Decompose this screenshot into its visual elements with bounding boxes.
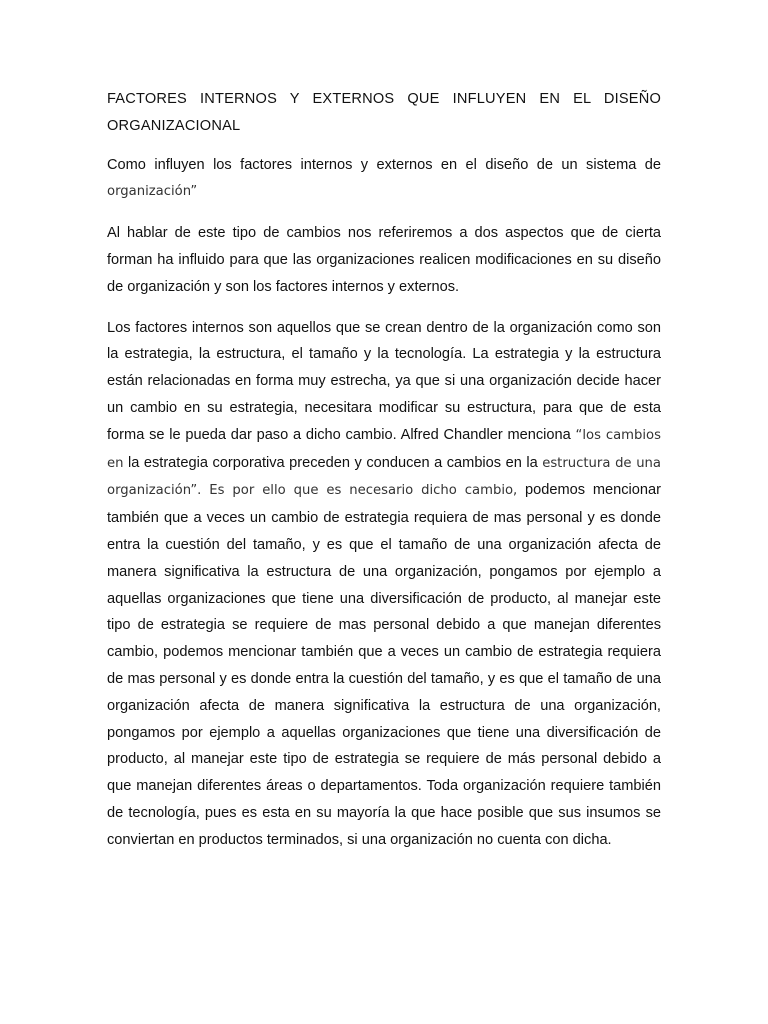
paragraph-1: Al hablar de este tipo de cambios nos referiremos a dos aspectos que de cierta forman ha influido para que las organizaciones realicen modificaciones en su diseño de organización y son los factores internos y externos. — [107, 225, 661, 295]
subtitle-text: Como influyen los factores internos y externos en el diseño de un sistema de — [107, 156, 661, 173]
document-title: FACTORES INTERNOS Y EXTERNOS QUE INFLUYEN EN EL DISEÑO ORGANIZACIONAL — [107, 91, 661, 134]
paragraph-2-part-e: podemos mencionar también que a veces un cambio de estrategia requiera de mas personal y es donde entra la cuestión del tamaño, y es que el tamaño de una organización afecta de manera significativa la estructura de una organización, pongamos por ejemplo a aquellas organizaciones que tiene una diversificación de producto, al manejar este tipo de estrategia se requiere de mas personal debido a que manejan diferentes cambio, podemos mencionar también que a veces un cambio de estrategia requiera de mas personal y es donde entra la cuestión del tamaño, y es que el tamaño de una organización afecta de manera significativa la estructura de una organización, pongamos por ejemplo a aquellas organizaciones que tiene una diversificación de producto, al manejar este tipo de estrategia se requiere de más personal debido a que manejan diferentes áreas o departamentos. Toda organización requiere también de tecnología, pues es esta en su mayoría la que hace posible que sus insumos se conviertan en productos terminados, si una organización no cuenta con dicha. — [107, 482, 661, 848]
paragraph-2-part-a: Los factores internos son aquellos que se crean dentro de la organización como son la estrategia, la estructura, el tamaño y la tecnología. La estrategia y la estructura están relacionadas en forma muy estrecha, ya que si una organización decide hacer un cambio en su estrategia, necesitara modificar su estructura, para que de esta forma se le pueda dar paso a dicho cambio. Alfred Chandler menciona — [107, 319, 661, 443]
quote-end: estructura de una organización”. Es por ello que es necesario dicho cambio, — [107, 455, 661, 499]
paragraph-2 — [107, 315, 661, 854]
document-subtitle — [107, 152, 661, 207]
quote-start: “los cambios en — [107, 427, 661, 471]
subtitle-text-alt-font: organización” — [107, 184, 198, 200]
paragraph-2-part-c: la estrategia corporativa preceden y conducen a cambios en la — [123, 454, 543, 471]
document-page — [107, 86, 661, 868]
